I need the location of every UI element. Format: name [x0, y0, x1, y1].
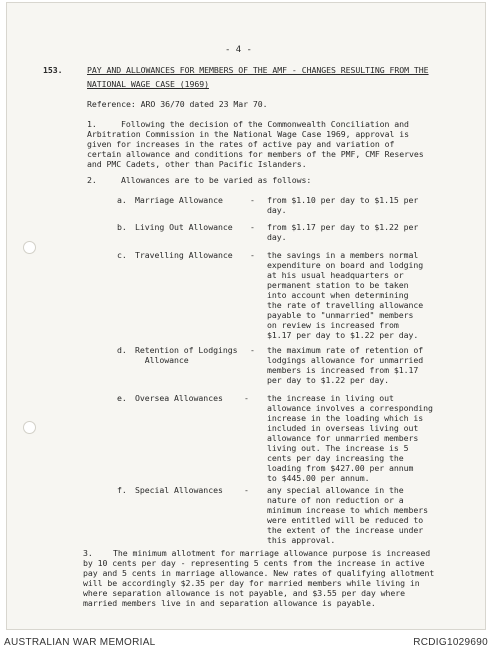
para2-intro: Allowances are to be varied as follows:: [121, 175, 312, 185]
allowance-name: Oversea Allowances: [135, 393, 223, 403]
allowance-desc-line: to $445.00 per annum.: [267, 473, 370, 483]
allowance-desc-line: the maximum rate of retention of: [267, 345, 424, 355]
allowance-dash: -: [244, 485, 249, 495]
allowance-desc-line: were entitled will be reduced to: [267, 515, 424, 525]
footer-archive-name: AUSTRALIAN WAR MEMORIAL: [4, 637, 156, 648]
allowance-name: Retention of Lodgings: [135, 345, 238, 355]
allowance-name: Special Allowances: [135, 485, 223, 495]
allowance-desc-line: at his usual headquarters or: [267, 270, 404, 280]
para1-number: 1.: [87, 119, 97, 129]
para3-line: pay and 5 cents in marriage allowance. New rates of qualifying allotment: [83, 568, 435, 578]
item-number: 153.: [43, 65, 63, 75]
footer-record-id: RCDIG1029690: [413, 637, 488, 648]
heading-line-1: PAY AND ALLOWANCES FOR MEMBERS OF THE AMF - CHANGES RESULTING FROM THE: [87, 65, 429, 75]
punch-hole: [23, 421, 36, 434]
heading-line-2: NATIONAL WAGE CASE (1969): [87, 79, 209, 89]
para3-line: will be accordingly $2.35 per day for married members while living in: [83, 578, 420, 588]
allowance-desc-line: expenditure on board and lodging: [267, 260, 424, 270]
allowance-name: Allowance: [135, 355, 189, 365]
allowance-desc-line: the extent of the increase under: [267, 525, 424, 535]
allowance-desc-line: minimum increase to which members: [267, 505, 429, 515]
allowance-desc-line: living out. The increase is 5: [267, 443, 409, 453]
allowance-desc-line: cents per day increasing the: [267, 453, 404, 463]
allowance-dash: -: [250, 345, 255, 355]
allowance-desc-line: nature of non reduction or a: [267, 495, 404, 505]
para1-line: Following the decision of the Commonwealth Conciliation and: [121, 119, 409, 129]
allowance-desc-line: loading from $427.00 per annum: [267, 463, 414, 473]
allowance-desc-line: day.: [267, 232, 287, 242]
allowance-desc-line: into account when determining: [267, 290, 409, 300]
allowance-desc-line: $1.17 per day to $1.22 per day.: [267, 330, 419, 340]
allowance-desc-line: the savings in a members normal: [267, 250, 419, 260]
para2-number: 2.: [87, 175, 97, 185]
allowance-name: Marriage Allowance: [135, 195, 223, 205]
allowance-desc-line: increase in the loading which is: [267, 413, 424, 423]
allowance-desc-line: per day to $1.22 per day.: [267, 375, 389, 385]
para1-line: and PMC Cadets, other than Pacific Islanders.: [87, 159, 307, 169]
allowance-letter: f.: [117, 485, 127, 495]
para3-number: 3.: [83, 548, 93, 558]
allowance-desc-line: day.: [267, 205, 287, 215]
allowance-name: Living Out Allowance: [135, 222, 233, 232]
allowance-letter: a.: [117, 195, 127, 205]
allowance-letter: b.: [117, 222, 127, 232]
allowance-desc-line: this approval.: [267, 535, 336, 545]
allowance-dash: -: [250, 195, 255, 205]
allowance-desc-line: any special allowance in the: [267, 485, 404, 495]
para3-line: where separation allowance is not payable, and $3.55 per day where: [83, 588, 406, 598]
allowance-name: Travelling Allowance: [135, 250, 233, 260]
para3-line: by 10 cents per day - representing 5 cents from the increase in active: [83, 558, 425, 568]
para3-line: The minimum allotment for marriage allowance purpose is increased: [113, 548, 431, 558]
para1-line: given for increases in the rates of active pay and variation of: [87, 139, 395, 149]
para1-line: certain allowance and conditions for members of the PMF, CMF Reserves: [87, 149, 424, 159]
allowance-letter: e.: [117, 393, 127, 403]
allowance-dash: -: [244, 393, 249, 403]
allowance-desc-line: permanent station to be taken: [267, 280, 409, 290]
allowance-desc-line: lodgings allowance for unmarried: [267, 355, 424, 365]
allowance-desc-line: from $1.10 per day to $1.15 per: [267, 195, 419, 205]
para1-line: Arbitration Commission in the National Wage Case 1969, approval is: [87, 129, 410, 139]
allowance-desc-line: allowance involves a corresponding: [267, 403, 433, 413]
allowance-desc-line: payable to "unmarried" members: [267, 310, 414, 320]
allowance-desc-line: on review is increased from: [267, 320, 399, 330]
allowance-letter: c.: [117, 250, 127, 260]
allowance-dash: -: [250, 222, 255, 232]
para3-line: married members live in and separation allowance is payable.: [83, 598, 376, 608]
allowance-desc-line: included in overseas living out: [267, 423, 419, 433]
reference-line: Reference: ARO 36/70 dated 23 Mar 70.: [87, 99, 268, 109]
page-number: - 4 -: [225, 45, 252, 55]
allowance-desc-line: members is increased from $1.17: [267, 365, 419, 375]
allowance-desc-line: from $1.17 per day to $1.22 per: [267, 222, 419, 232]
allowance-letter: d.: [117, 345, 127, 355]
allowance-dash: -: [250, 250, 255, 260]
punch-hole: [23, 241, 36, 254]
allowance-desc-line: allowance for unmarried members: [267, 433, 419, 443]
allowance-desc-line: the rate of travelling allowance: [267, 300, 424, 310]
allowance-desc-line: the increase in living out: [267, 393, 394, 403]
document-page: [6, 2, 486, 630]
